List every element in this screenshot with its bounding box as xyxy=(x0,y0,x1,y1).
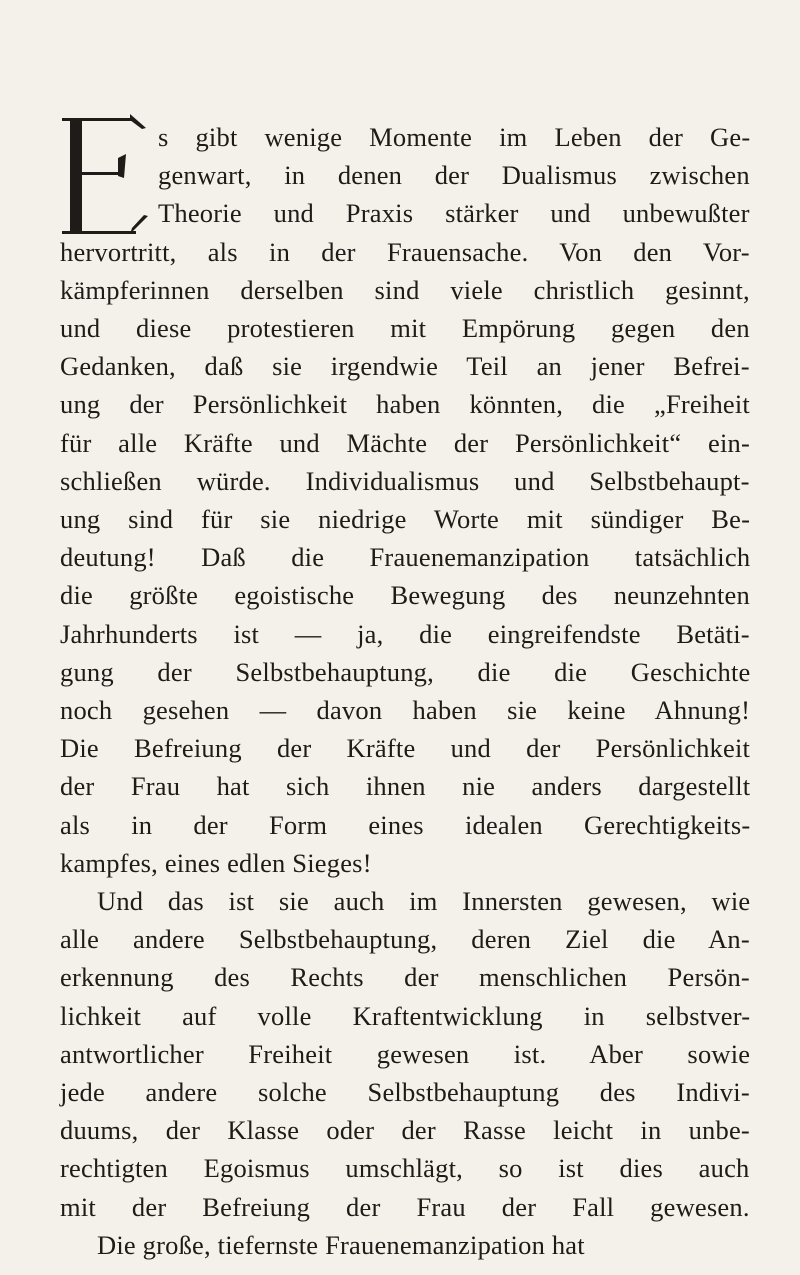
text-line: erkennung des Rechts der menschlichen Persön- xyxy=(60,962,750,993)
text-line: Und das ist sie auch im Innersten gewesen, wie xyxy=(97,886,751,916)
text-line: genwart, in denen der Dualismus zwischen xyxy=(158,160,750,191)
text-line: Die große, tiefernste Frauenemanzipation hat xyxy=(97,1229,585,1260)
text-line: hervortritt, als in der Frauensache. Von den Vor- xyxy=(60,236,750,267)
text-line: antwortlicher Freiheit gewesen ist. Aber sowie xyxy=(60,1038,751,1069)
text-line: die größte egoistische Bewegung des neunzehnten xyxy=(60,580,750,611)
text-line: jede andere solche Selbstbehauptung des Indivi- xyxy=(60,1077,750,1107)
text-line: schließen würde. Individualismus und Selbstbehaupt- xyxy=(60,465,750,496)
text-line: der Frau hat sich ihnen nie anders dargestellt xyxy=(60,771,751,802)
text-line: gung der Selbstbehauptung, die die Geschichte xyxy=(60,656,751,687)
text-line: rechtigten Egoismus umschlägt, so ist dies auch xyxy=(60,1153,750,1184)
text-line: kämpferinnen derselben sind viele christlich gesinnt, xyxy=(60,274,750,305)
text-line: als in der Form eines idealen Gerechtigkeits- xyxy=(60,809,751,840)
text-line: Theorie und Praxis stärker und unbewußter xyxy=(158,198,750,229)
text-line: und diese protestieren mit Empörung gegen den xyxy=(60,313,750,343)
text-line: Gedanken, daß sie irgendwie Teil an jener Befrei- xyxy=(60,351,750,382)
text-line: kampfes, eines edlen Sieges! xyxy=(60,847,372,878)
text-line: alle andere Selbstbehauptung, deren Ziel die An- xyxy=(60,924,750,955)
text-line: ung der Persönlichkeit haben könnten, die „Freiheit xyxy=(60,389,750,420)
text-line: noch gesehen — davon haben sie keine Ahnung! xyxy=(60,695,751,725)
text-line: Die Befreiung der Kräfte und der Persönlichkeit xyxy=(60,733,751,764)
text-line: mit der Befreiung der Frau der Fall gewesen. xyxy=(60,1191,750,1222)
text-line: deutung! Daß die Frauenemanzipation tatsächlich xyxy=(60,542,751,573)
text-line: s gibt wenige Momente im Leben der Ge- xyxy=(158,122,751,152)
text-line: ung sind für sie niedrige Worte mit sündiger Be- xyxy=(60,504,751,534)
text-line: duums, der Klasse oder der Rasse leicht in unbe- xyxy=(60,1115,750,1146)
text-line: für alle Kräfte und Mächte der Persönlichkeit“ ein- xyxy=(60,427,751,458)
dropcap-e xyxy=(60,112,152,240)
text-line: lichkeit auf volle Kraftentwicklung in selbstver- xyxy=(60,1000,751,1031)
text-line: Jahrhunderts ist — ja, die eingreifendste Betäti- xyxy=(60,618,750,649)
